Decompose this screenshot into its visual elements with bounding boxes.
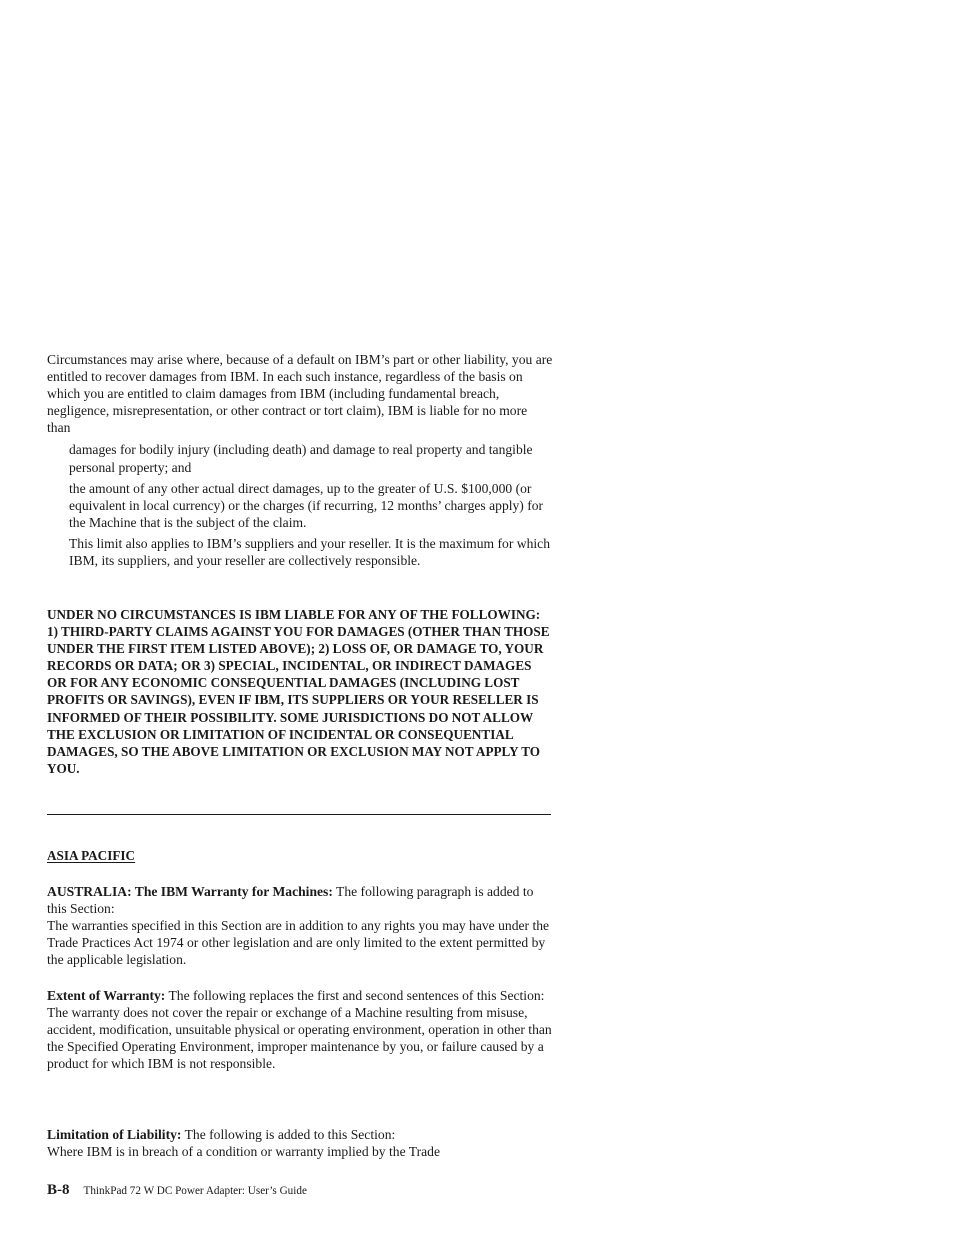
- section-australia-warranty: [47, 883, 553, 968]
- section-body: The warranty does not cover the repair or exchange of a Machine resulting from misuse, accident, modification, unsuitable physical or operating environment, operation in other than the Specified Operating Environment, improper maintenance by you, or failure caused by a product for which IBM is not responsible.: [47, 1005, 552, 1072]
- section-lead-text: The following paragraph is added to this Section:: [47, 884, 534, 917]
- section-heading: AUSTRALIA: The IBM Warranty for Machines:: [47, 884, 333, 899]
- section-lead: [47, 883, 553, 917]
- section-lead: [47, 987, 553, 1004]
- region-heading: ASIA PACIFIC: [47, 848, 136, 863]
- disclaimer-paragraph: [47, 606, 553, 777]
- section-heading: Extent of Warranty:: [47, 988, 166, 1003]
- section-body: Where IBM is in breach of a condition or warranty implied by the Trade: [47, 1144, 440, 1160]
- list-item: the amount of any other actual direct damages, up to the greater of U.S. $100,000 (or equivalent in local currency) or the charges (if recurring, 12 months’ charges apply) for the Machine that is the subject of the claim.: [69, 480, 544, 530]
- list-item: This limit also applies to IBM’s suppliers and your reseller. It is the maximum for which IBM, its suppliers, and your reseller are collectively responsible.: [69, 535, 550, 569]
- page-footer: [47, 1181, 307, 1200]
- liability-intro: [47, 351, 553, 569]
- section-lead: [47, 1126, 553, 1143]
- page-number: B-8: [47, 1182, 70, 1198]
- section-body: The warranties specified in this Section are in addition to any rights you may have under the Trade Practices Act 1974 or other legislation and are only limited to the extent permitted by the applicable legislation.: [47, 918, 550, 968]
- list-item: damages for bodily injury (including death) and damage to real property and tangible personal property; and: [69, 442, 533, 475]
- section-limitation-of-liability: [47, 1126, 553, 1160]
- section-lead-text: The following replaces the first and second sentences of this Section:: [165, 988, 545, 1003]
- document-title: ThinkPad 72 W DC Power Adapter: User’s Guide: [83, 1185, 307, 1197]
- section-divider: [47, 814, 551, 815]
- section-extent-of-warranty: [47, 987, 553, 1072]
- section-lead-text: The following is added to this Section:: [181, 1127, 396, 1142]
- intro-paragraph: Circumstances may arise where, because of a default on IBM’s part or other liability, you are entitled to recover damages from IBM. In each such instance, regardless of the basis on which you are entitled to claim damages from IBM (including fundamental breach, negligence, misrepresentation, or other contract or tort claim), IBM is liable for no more than: [47, 352, 553, 436]
- section-heading: Limitation of Liability:: [47, 1127, 182, 1142]
- disclaimer-text: UNDER NO CIRCUMSTANCES IS IBM LIABLE FOR ANY OF THE FOLLOWING: 1) THIRD-PARTY CLAIMS AGAINST YOU FOR DAMAGES (OTHER THAN THOSE UNDER THE FIRST ITEM LISTED ABOVE); 2) LOSS OF, OR DAMAGE TO, YOUR RECORDS OR DATA; OR 3) SPECIAL, INCIDENTAL, OR INDIRECT DAMAGES OR FOR ANY ECONOMIC CONSEQUENTIAL DAMAGES (INCLUDING LOST PROFITS OR SAVINGS), EVEN IF IBM, ITS SUPPLIERS OR YOUR RESELLER IS INFORMED OF THEIR POSSIBILITY. SOME JURISDICTIONS DO NOT ALLOW THE EXCLUSION OR LIMITATION OF INCIDENTAL OR CONSEQUENTIAL DAMAGES, SO THE ABOVE LIMITATION OR EXCLUSION MAY NOT APPLY TO YOU.: [47, 607, 550, 776]
